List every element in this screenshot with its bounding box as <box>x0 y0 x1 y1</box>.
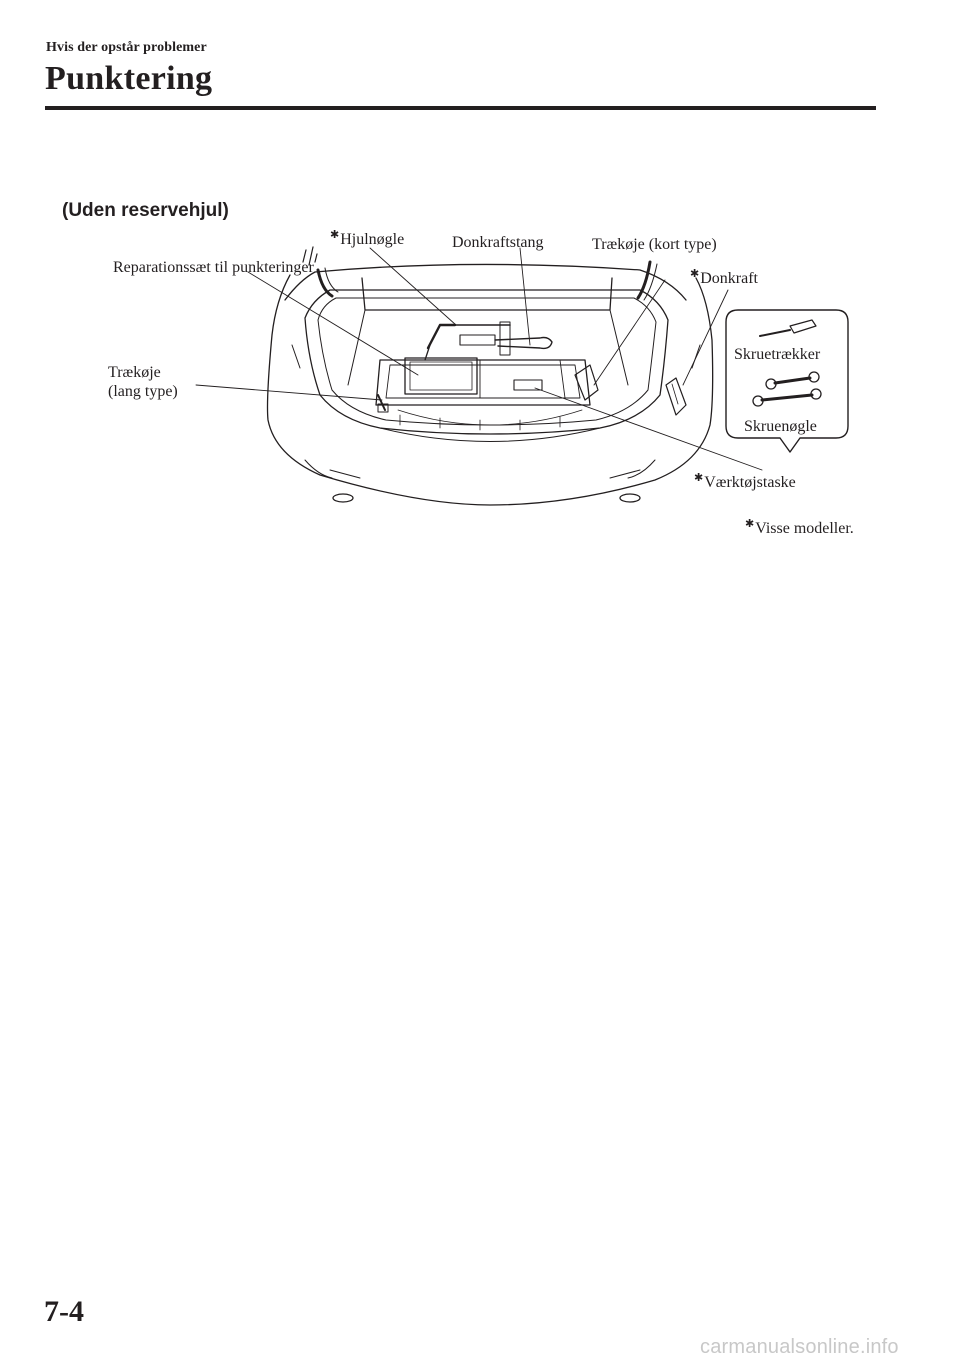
page-number: 7-4 <box>44 1295 84 1328</box>
watermark: carmanualsonline.info <box>700 1336 899 1358</box>
breadcrumb: Hvis der opstår problemer <box>46 40 207 55</box>
label-skruetraekker: Skruetrækker <box>734 346 821 363</box>
label-donkraft <box>690 267 758 289</box>
page-title: Punktering <box>45 60 213 97</box>
section-heading: (Uden reservehjul) <box>62 200 229 221</box>
asterisk-icon: ✱ <box>690 267 700 280</box>
label-donkraftstang: Donkraftstang <box>452 234 544 251</box>
label-reparationssaet: Reparationssæt til punkteringer <box>113 259 314 276</box>
label-traekoeje-kort-type: Trækøje (kort type) <box>592 236 717 253</box>
label-vaerktoejstaske <box>694 471 796 493</box>
label-traekoeje-lang-line1: Trækøje <box>108 364 161 381</box>
label-traekoeje-lang-line2: (lang type) <box>108 383 178 400</box>
footnote-visse-modeller <box>745 517 854 539</box>
label-hjulnoegle <box>330 228 405 250</box>
label-hjulnoegle-text: Hjulnøgle <box>340 231 405 248</box>
label-donkraft-text: Donkraft <box>700 270 758 287</box>
trunk-drawing <box>0 0 960 600</box>
footnote-visse-modeller-text: Visse modeller. <box>755 520 854 537</box>
asterisk-icon: ✱ <box>330 228 340 241</box>
asterisk-icon: ✱ <box>694 471 704 484</box>
label-vaerktoejstaske-text: Værktøjstaske <box>704 474 796 491</box>
trunk-tools-illustration <box>0 0 960 600</box>
asterisk-icon: ✱ <box>745 517 755 530</box>
label-skruenoegle: Skruenøgle <box>744 418 817 435</box>
